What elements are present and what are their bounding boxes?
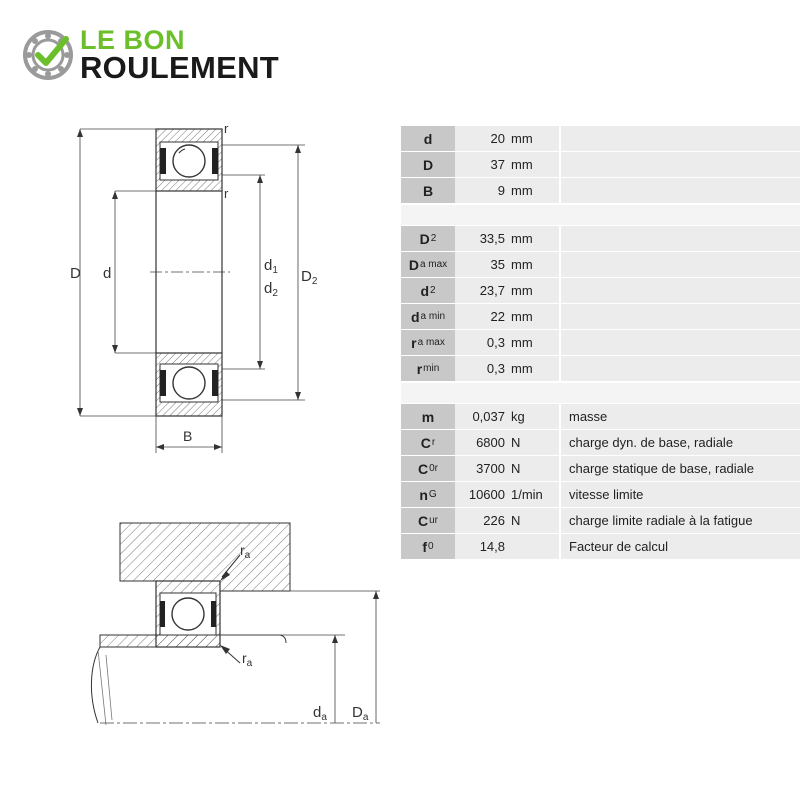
- param-value: 23,7: [479, 283, 505, 298]
- label-r-top: r: [224, 121, 229, 136]
- param-symbol-main: r: [411, 334, 417, 351]
- param-value: 6800: [476, 435, 505, 450]
- param-value: 0,3: [486, 361, 505, 376]
- param-description: charge dyn. de base, radiale: [561, 430, 800, 455]
- param-symbol: [401, 482, 455, 507]
- param-description: [561, 126, 800, 151]
- label-d1: $d_1$: [264, 257, 278, 276]
- param-value-cell: [455, 356, 559, 381]
- table-group-spacer: [401, 205, 800, 225]
- table-row: [401, 226, 800, 252]
- param-unit: mm: [511, 231, 533, 246]
- param-value: 0,037: [472, 409, 505, 424]
- param-unit: N: [511, 461, 521, 476]
- label-r-inner: r: [224, 186, 229, 201]
- param-symbol-main: C: [420, 434, 431, 451]
- brand-logo: [22, 26, 302, 86]
- param-symbol-main: C: [417, 512, 429, 529]
- param-value: 22: [490, 309, 505, 324]
- param-value: 3700: [476, 461, 505, 476]
- param-symbol: [401, 178, 455, 203]
- param-value-cell: [455, 252, 559, 277]
- param-symbol: [401, 430, 455, 455]
- param-value-cell: [455, 304, 559, 329]
- param-description: charge statique de base, radiale: [561, 456, 800, 481]
- label-d: d: [103, 265, 112, 282]
- param-description: [561, 278, 800, 303]
- bearing-section-diagram: [60, 115, 360, 460]
- param-value-cell: [455, 278, 559, 303]
- label-ra-bottom: $r_a$: [242, 650, 253, 669]
- param-symbol-sub: a min: [420, 311, 445, 322]
- table-row: [401, 430, 800, 456]
- table-row: [401, 252, 800, 278]
- param-value-cell: [455, 456, 559, 481]
- param-symbol-sub: a max: [417, 337, 445, 348]
- param-symbol: [401, 278, 455, 303]
- param-value-cell: [455, 508, 559, 533]
- param-symbol-main: D: [408, 256, 419, 273]
- label-Da: $D_a$: [352, 704, 369, 723]
- param-value-cell: [455, 404, 559, 429]
- table-row: [401, 404, 800, 430]
- param-description: [561, 226, 800, 251]
- param-value: 35: [490, 257, 505, 272]
- param-symbol: [401, 404, 455, 429]
- param-description: [561, 178, 800, 203]
- table-row: [401, 456, 800, 482]
- table-row: [401, 152, 800, 178]
- bearing-check-icon: [22, 29, 74, 81]
- param-value-cell: [455, 152, 559, 177]
- param-description: [561, 304, 800, 329]
- param-symbol-main: D: [422, 156, 434, 173]
- label-B: B: [183, 428, 193, 444]
- param-value-cell: [455, 226, 559, 251]
- param-symbol-sub: r: [431, 437, 436, 448]
- param-symbol-main: C: [417, 460, 429, 477]
- label-D: D: [70, 265, 81, 282]
- param-symbol: [401, 126, 455, 151]
- param-value: 20: [490, 131, 505, 146]
- param-symbol-sub: 2: [430, 233, 437, 244]
- table-row: [401, 304, 800, 330]
- table-row: [401, 356, 800, 382]
- label-d2: $d_2$: [264, 280, 278, 299]
- param-value: 0,3: [486, 335, 505, 350]
- param-symbol-sub: ur: [429, 515, 439, 526]
- table-row: [401, 178, 800, 204]
- param-value-cell: [455, 482, 559, 507]
- param-value: 14,8: [479, 539, 505, 554]
- table-row: [401, 126, 800, 152]
- param-unit: mm: [511, 131, 533, 146]
- param-value: 37: [490, 157, 505, 172]
- param-symbol: [401, 534, 455, 559]
- param-unit: mm: [511, 361, 533, 376]
- logo-line1: LE BON: [80, 25, 186, 55]
- param-description: masse: [561, 404, 800, 429]
- param-symbol-main: d: [410, 308, 420, 325]
- param-value: 33,5: [479, 231, 505, 246]
- param-symbol-main: D: [419, 230, 430, 247]
- label-ra-top: $r_a$: [240, 542, 251, 561]
- mounting-diagram: [80, 515, 390, 745]
- table-row: [401, 534, 800, 560]
- param-symbol-main: d: [423, 130, 433, 147]
- param-unit: mm: [511, 335, 533, 350]
- param-symbol-main: B: [422, 182, 434, 199]
- param-symbol-sub: 0: [428, 541, 434, 552]
- logo-line2: ROULEMENT: [80, 50, 280, 85]
- param-symbol-main: m: [421, 408, 435, 425]
- label-da: $d_a$: [313, 704, 327, 723]
- table-row: [401, 278, 800, 304]
- param-symbol: [401, 152, 455, 177]
- param-description: Facteur de calcul: [561, 534, 800, 559]
- param-value: 10600: [468, 487, 505, 502]
- table-row: [401, 508, 800, 534]
- param-symbol: [401, 356, 455, 381]
- param-description: [561, 356, 800, 381]
- param-symbol-main: d: [420, 282, 429, 299]
- param-symbol: [401, 252, 455, 277]
- param-symbol-sub: a max: [419, 259, 448, 270]
- param-value-cell: [455, 430, 559, 455]
- param-symbol-sub: 0r: [429, 463, 439, 474]
- param-symbol: [401, 304, 455, 329]
- param-description: [561, 152, 800, 177]
- param-value: 9: [497, 183, 505, 198]
- param-symbol: [401, 508, 455, 533]
- param-description: vitesse limite: [561, 482, 800, 507]
- param-unit: N: [511, 513, 521, 528]
- param-description: charge limite radiale à la fatigue: [561, 508, 800, 533]
- spec-table: [401, 126, 800, 560]
- param-symbol-sub: G: [428, 489, 437, 500]
- label-D2: $D_2$: [301, 268, 318, 287]
- table-row: [401, 482, 800, 508]
- param-value-cell: [455, 330, 559, 355]
- param-symbol: [401, 456, 455, 481]
- param-symbol-main: r: [416, 360, 423, 377]
- param-value-cell: [455, 178, 559, 203]
- param-unit: mm: [511, 183, 533, 198]
- param-unit: mm: [511, 309, 533, 324]
- table-row: [401, 330, 800, 356]
- param-symbol-main: f: [422, 538, 428, 555]
- param-unit: mm: [511, 283, 533, 298]
- param-symbol-sub: 2: [430, 285, 436, 296]
- param-value-cell: [455, 534, 559, 559]
- table-group-spacer: [401, 383, 800, 403]
- param-symbol: [401, 330, 455, 355]
- param-unit: 1/min: [511, 487, 543, 502]
- param-symbol: [401, 226, 455, 251]
- param-symbol-main: n: [419, 486, 428, 503]
- param-unit: kg: [511, 409, 525, 424]
- param-value: 226: [483, 513, 505, 528]
- param-description: [561, 252, 800, 277]
- param-unit: mm: [511, 257, 533, 272]
- param-unit: mm: [511, 157, 533, 172]
- param-unit: N: [511, 435, 521, 450]
- param-value-cell: [455, 126, 559, 151]
- param-symbol-sub: min: [423, 363, 440, 374]
- param-description: [561, 330, 800, 355]
